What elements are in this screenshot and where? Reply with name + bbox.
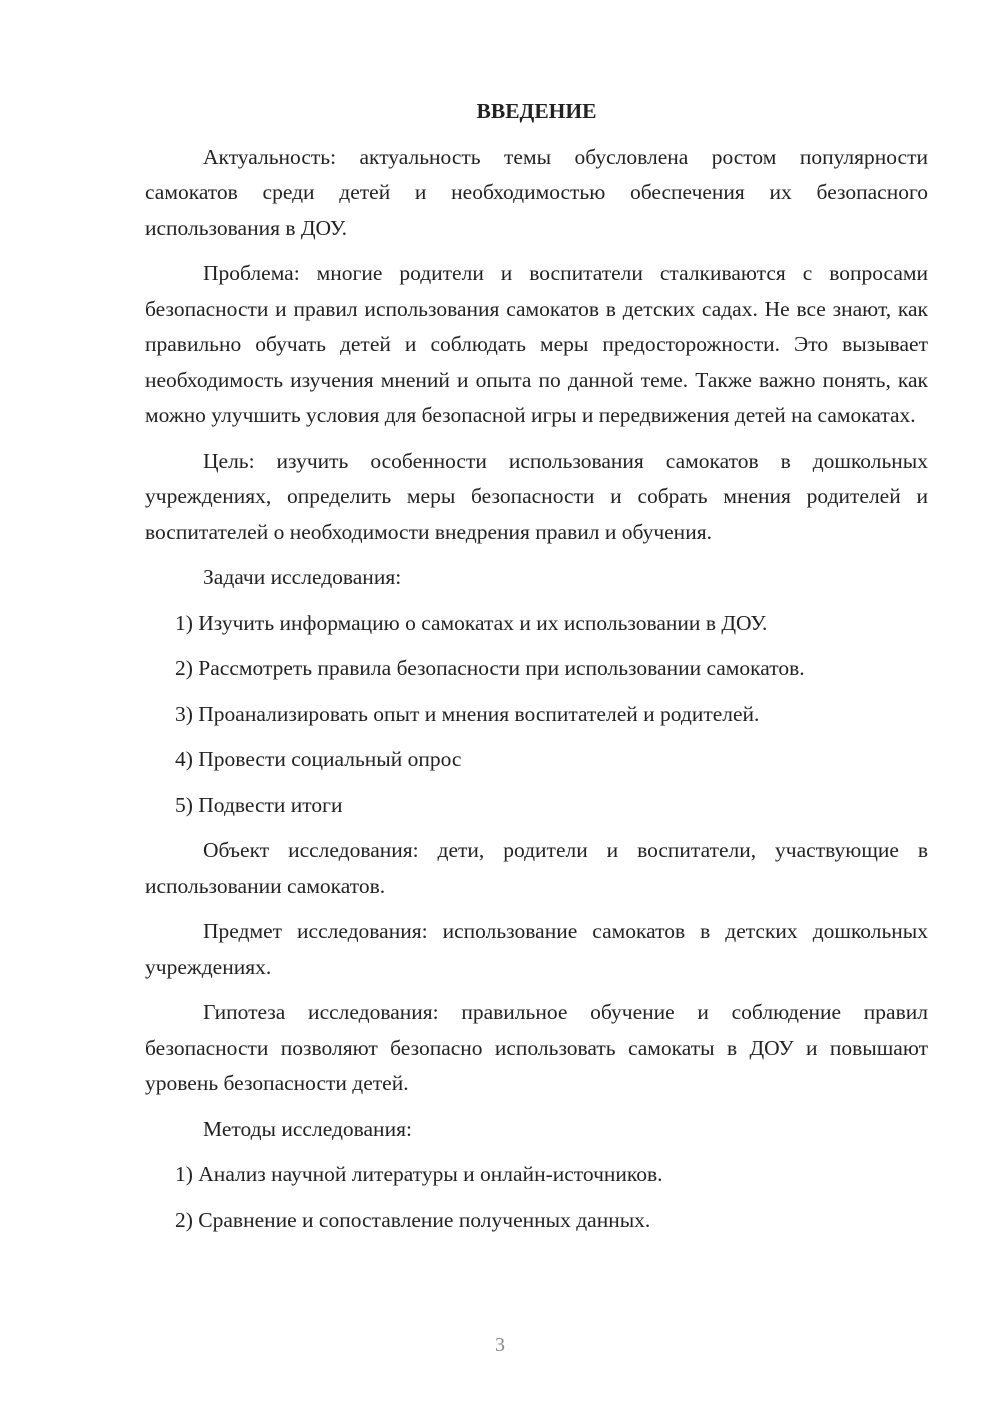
subject-paragraph: Предмет исследования: использование самокатов в детских дошкольных учреждениях.: [145, 919, 928, 979]
hypothesis-paragraph: Гипотеза исследования: правильное обучение и соблюдение правил безопасности позволяют безопасно использовать самокаты в ДОУ и повышают уровень безопасности детей.: [145, 1000, 928, 1095]
method-item: 2) Сравнение и сопоставление полученных данных.: [175, 1207, 651, 1232]
object-paragraph: Объект исследования: дети, родители и воспитатели, участвующие в использовании самокатов.: [145, 838, 928, 898]
task-item: 2) Рассмотреть правила безопасности при использовании самокатов.: [175, 656, 805, 680]
task-item: 5) Подвести итоги: [175, 792, 343, 817]
task-item: 3) Проанализировать опыт и мнения воспитателей и родителей.: [175, 701, 760, 726]
page-title: ВВЕДЕНИЕ: [476, 99, 597, 123]
page-number: 3: [495, 1334, 505, 1356]
document-page: [145, 94, 928, 1248]
tasks-heading: Задачи исследования:: [203, 565, 402, 589]
task-item: 4) Провести социальный опрос: [175, 747, 462, 771]
goal-paragraph: Цель: изучить особенности использования самокатов в дошкольных учреждениях, определить меры безопасности и собрать мнения родителей и воспитателей о необходимости внедрения правил и обучения.: [145, 448, 928, 544]
problem-paragraph: Проблема: многие родители и воспитатели сталкиваются с вопросами безопасности и правил использования самокатов в детских садах. Не все знают, как правильно обучать детей и соблюдать меры предосторожности. Это вызывает необходимость изучения мнений и опыта по данной теме. Также важно понять, как можно улучшить условия для безопасной игры и передвижения детей на самокатах.: [145, 261, 928, 427]
methods-heading: Методы исследования:: [203, 1116, 412, 1141]
method-item: 1) Анализ научной литературы и онлайн-источников.: [175, 1162, 663, 1186]
task-item: 1) Изучить информацию о самокатах и их использовании в ДОУ.: [175, 610, 768, 635]
relevance-paragraph: Актуальность: актуальность темы обусловлена ростом популярности самокатов среди детей и необходимостью обеспечения их безопасного использования в ДОУ.: [145, 144, 928, 240]
